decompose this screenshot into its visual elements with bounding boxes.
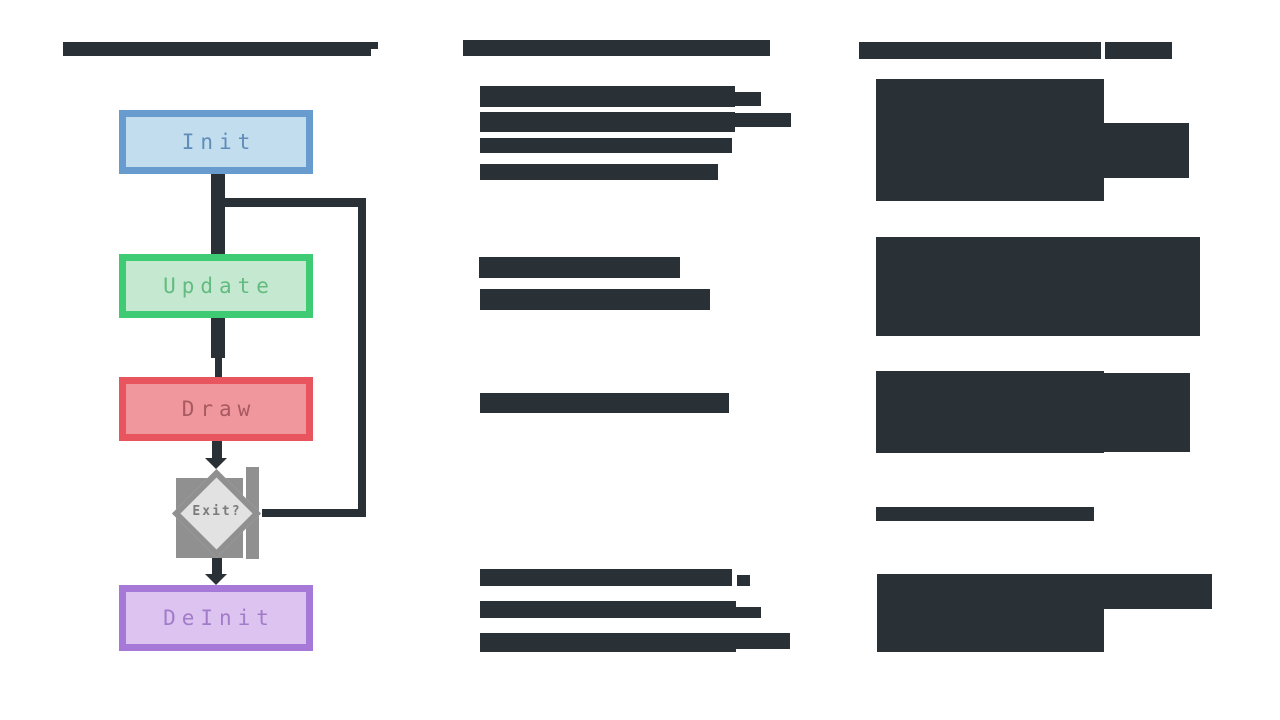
exit-decision-label: Exit?	[192, 504, 242, 519]
arrowhead-into-deinit	[205, 574, 227, 585]
flow-node-deinit-label: DeInit	[163, 606, 275, 630]
right-block3	[876, 371, 1104, 453]
flow-node-init-label: Init	[181, 130, 257, 154]
arrowhead-into-exit-top	[205, 458, 227, 469]
right-block2	[876, 237, 1200, 336]
right-title-bar	[859, 42, 1101, 59]
flow-node-draw-label: Draw	[181, 397, 257, 421]
flow-node-update	[119, 254, 313, 318]
right-block4-ext	[1104, 574, 1212, 609]
right-block1-ext	[1104, 123, 1189, 178]
right-block1	[876, 79, 1104, 201]
flow-node-init	[119, 110, 313, 174]
right-block4	[877, 574, 1104, 652]
right-title-bar-2	[1105, 42, 1172, 59]
right-block3-ext	[1104, 373, 1190, 452]
flow-node-draw	[119, 377, 313, 441]
flow-node-deinit	[119, 585, 313, 651]
right-line-bar	[876, 507, 1094, 521]
flow-node-update-label: Update	[163, 274, 275, 298]
